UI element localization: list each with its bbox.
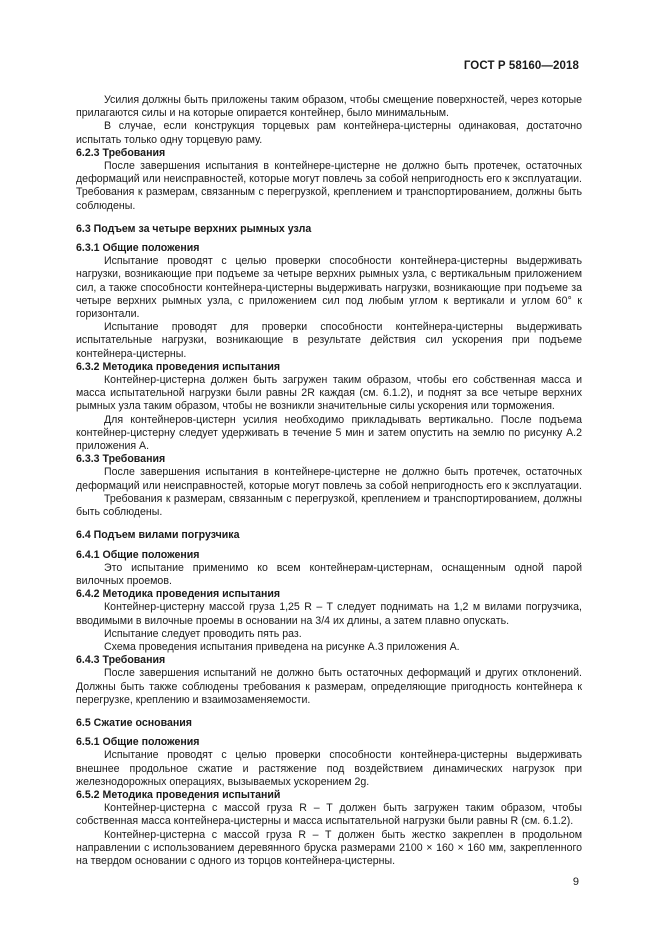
section-heading: 6.4.1 Общие положения — [76, 548, 200, 561]
section-spacer — [76, 707, 582, 717]
paragraph: Это испытание применимо ко всем контейнерам-цистернам, оснащенным одной парой вилочных проемов. — [76, 561, 582, 587]
paragraph: Контейнер-цистерну массой груза 1,25 R – T следует поднимать на 1,2 м вилами погрузчика, вводимыми в вилочные проемы в основании на 3/4 их длины, а затем плавно опускать. — [76, 601, 582, 627]
paragraph: После завершения испытания в контейнере-цистерне не должно быть протечек, остаточных деформаций или неисправностей, которые могут повлечь за собой непригодность его к эксплуатации. — [76, 466, 582, 492]
paragraph: Испытание проводят для проверки способности контейнера-цистерны выдерживать испытательные нагрузки, возникающие в результате действия сил ускорения при подъеме контейнера-цистерны. — [76, 321, 582, 360]
paragraph: Схема проведения испытания приведена на рисунке А.3 приложения А. — [104, 640, 460, 653]
section-heading: 6.4.2 Методика проведения испытания — [76, 588, 281, 601]
document-body — [76, 94, 582, 868]
section-heading: 6.4 Подъем вилами погрузчика — [76, 529, 240, 542]
paragraph: Испытание проводят с целью проверки способности контейнера-цистерны выдерживать внешнее продольное сжатие и растяжение под воздействием динамических нагрузок при железнодорожных операциях, вызываемых ускорением 2g. — [76, 749, 582, 788]
section-heading: 6.4.3 Требования — [76, 654, 166, 667]
section-heading: 6.3 Подъем за четыре верхних рымных узла — [76, 222, 312, 235]
paragraph: Требования к размерам, связанным с перегрузкой, креплением и транспортированием, должны быть соблюдены. — [76, 492, 582, 519]
paragraph: После завершения испытаний не должно быть остаточных деформаций и других отклонений. Должны быть также соблюдены требования к размерам, определяющие пригодность контейнера к перегрузке, креплению и взаимозаменяемости. — [76, 667, 582, 706]
section-spacer — [76, 213, 582, 223]
section-spacer — [76, 519, 582, 529]
paragraph: В случае, если конструкция торцевых рам контейнера-цистерны одинаковая, достаточно испытать только одну торцевую раму. — [76, 120, 582, 146]
standard-designation: ГОСТ Р 58160—2018 — [463, 60, 579, 72]
paragraph: Контейнер-цистерна с массой груза R – T должен быть загружен таким образом, чтобы собственная масса контейнера-цистерны и масса испытательной нагрузки были равны R (см. 6.1.2). — [76, 802, 582, 828]
section-heading: 6.3.2 Методика проведения испытания — [76, 360, 281, 373]
paragraph: Испытание следует проводить пять раз. — [104, 627, 302, 640]
paragraph: Усилия должны быть приложены таким образом, чтобы смещение поверхностей, через которые прилагаются силы и на которые опирается контейнер, было минимальным. — [76, 94, 582, 120]
section-heading: 6.5.2 Методика проведения испытаний — [76, 788, 281, 801]
paragraph: Контейнер-цистерна должен быть загружен таким образом, чтобы его собственная масса и масса испытательной нагрузки были равны 2R каждая (см. 6.1.2), и поднят за все четыре верхних рымных узла таким образом, чтобы не возникли значительные силы ускорения или торможения. — [76, 374, 582, 413]
page-number: 9 — [572, 876, 579, 888]
section-heading: 6.2.3 Требования — [76, 146, 166, 159]
section-heading: 6.5 Сжатие основания — [76, 716, 192, 729]
section-heading: 6.3.1 Общие положения — [76, 242, 200, 255]
paragraph: Испытание проводят с целью проверки способности контейнера-цистерны выдерживать нагрузки, возникающие при подъеме за четыре верхних рымных узла, с вертикальным приложением сил, а также способности контейнера-цистерны выдерживать нагрузки, возникающие при подъеме за четыре верхних рымных узла, с приложением сил под любым углом к вертикали и углом 60° к горизонтали. — [76, 255, 582, 321]
paragraph: Для контейнеров-цистерн усилия необходимо прикладывать вертикально. После подъема контейнер-цистерну следует удерживать в течение 5 мин и затем опустить на землю по рисунку А.2 приложения А. — [76, 413, 582, 453]
paragraph: Контейнер-цистерна с массой груза R – T должен быть жестко закреплен в продольном направлении с использованием деревянного бруска размерами 2100 × 160 × 160 мм, закрепленного на твердом основании с одного из торцов контейнера-цистерны. — [76, 828, 582, 867]
paragraph: После завершения испытания в контейнере-цистерне не должно быть протечек, остаточных деформаций или неисправностей, которые могут повлечь за собой непригодность его к эксплуатации. Требования к размерам, связанным с перегрузкой, креплением и транспортированием, должны быть соблюдены. — [76, 160, 582, 212]
section-heading: 6.5.1 Общие положения — [76, 736, 200, 749]
section-heading: 6.3.3 Требования — [76, 453, 166, 466]
